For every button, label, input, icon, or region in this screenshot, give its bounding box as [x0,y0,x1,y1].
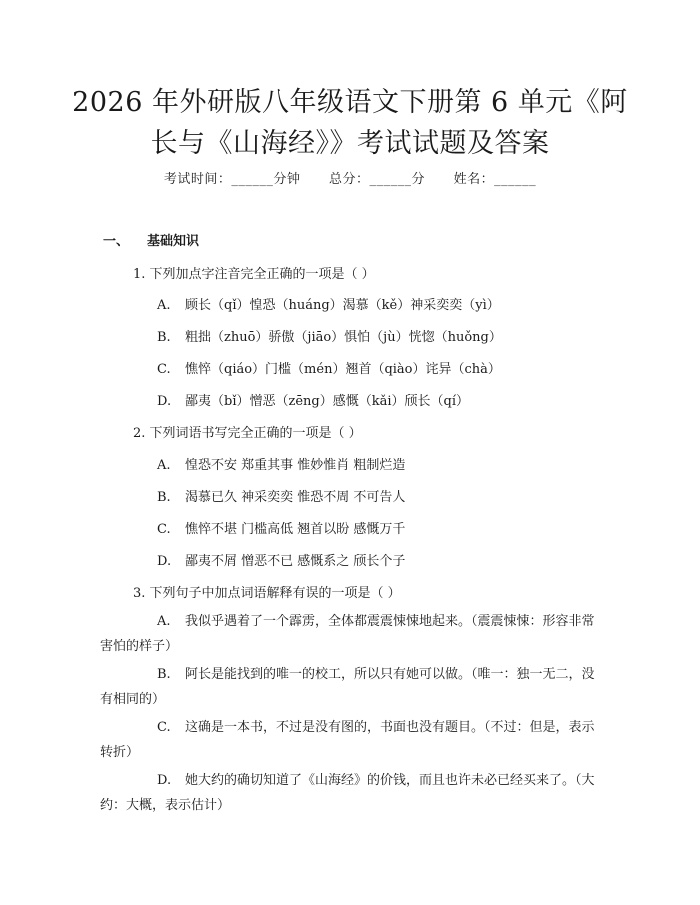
option-letter: B. [157,667,171,682]
option-text: 顾长（qǐ）惶恐（huáng）渴慕（kě）神采奕奕（yì） [185,298,500,313]
question-2-option-b [157,486,405,505]
question-2-option-d [157,550,405,569]
question-1-option-a [157,294,500,313]
option-text: 憔悴（qiáo）门槛（mén）翘首（qiào）诧异（chà） [185,362,501,377]
question-2-option-a [157,454,405,473]
option-text: 惶恐不安 郑重其事 惟妙惟肖 粗制烂造 [185,458,406,473]
section-title: 基础知识 [147,234,200,249]
option-text: 她大约的确切知道了《山海经》的价钱，而且也许未必已经买来了。（大约：大概，表示估计） [100,773,595,813]
question-2-stem: 2. 下列词语书写完全正确的一项是（ ） [133,426,362,441]
option-letter: A. [157,458,171,473]
option-letter: C. [157,362,171,377]
section-heading [103,230,199,249]
option-letter: C. [157,522,171,537]
question-3-stem: 3. 下列句子中加点词语解释有误的一项是（ ） [133,586,401,601]
question-1-option-b [157,326,502,345]
question-1-option-c [157,358,501,377]
option-text: 阿长是能找到的唯一的校工，所以只有她可以做。（唯一：独一无二，没有相同的） [100,667,595,707]
option-text: 渴慕已久 神采奕奕 惟恐不周 不可告人 [185,490,406,505]
question-1-stem: 1. 下列加点字注音完全正确的一项是（ ） [133,267,375,282]
total-score-field: 总分：______分 [328,172,425,187]
option-letter: B. [157,490,171,505]
option-letter: A. [157,614,171,629]
exam-time-field: 考试时间：______分钟 [163,172,301,187]
option-letter: B. [157,330,171,345]
option-letter: D. [157,773,172,788]
option-text: 鄙夷（bǐ）憎恶（zēng）感慨（kǎi）颀长（qí） [185,394,469,409]
title-line-2: 长与《山海经》》考试试题及答案 [150,128,550,159]
question-1-option-d [157,390,469,409]
option-text: 憔悴不堪 门槛高低 翘首以盼 感慨万千 [185,522,406,537]
option-letter: C. [157,720,171,735]
option-text: 鄙夷不屑 憎恶不已 感慨系之 颀长个子 [185,554,406,569]
option-text: 粗拙（zhuō）骄傲（jiāo）惧怕（jù）恍惚（huǒng） [185,330,502,345]
option-letter: A. [157,298,171,313]
question-3-option-b [100,662,600,712]
title-line-1: 2026 年外研版八年级语文下册第 6 单元《阿 [72,87,628,118]
student-name-field: 姓名：______ [453,172,537,187]
question-3-option-a [100,609,600,659]
option-letter: D. [157,394,172,409]
question-3-option-c [100,715,600,765]
exam-meta [0,168,700,187]
section-number: 一、 [103,234,130,249]
exam-title [60,82,640,164]
question-2-option-c [157,518,405,537]
option-text: 我似乎遇着了一个霹雳，全体都震震悚悚地起来。（震震悚悚：形容非常害怕的样子） [100,614,595,654]
option-letter: D. [157,554,172,569]
question-3-option-d [100,768,600,818]
option-text: 这确是一本书，不过是没有图的，书面也没有题目。（不过：但是，表示转折） [100,720,595,760]
